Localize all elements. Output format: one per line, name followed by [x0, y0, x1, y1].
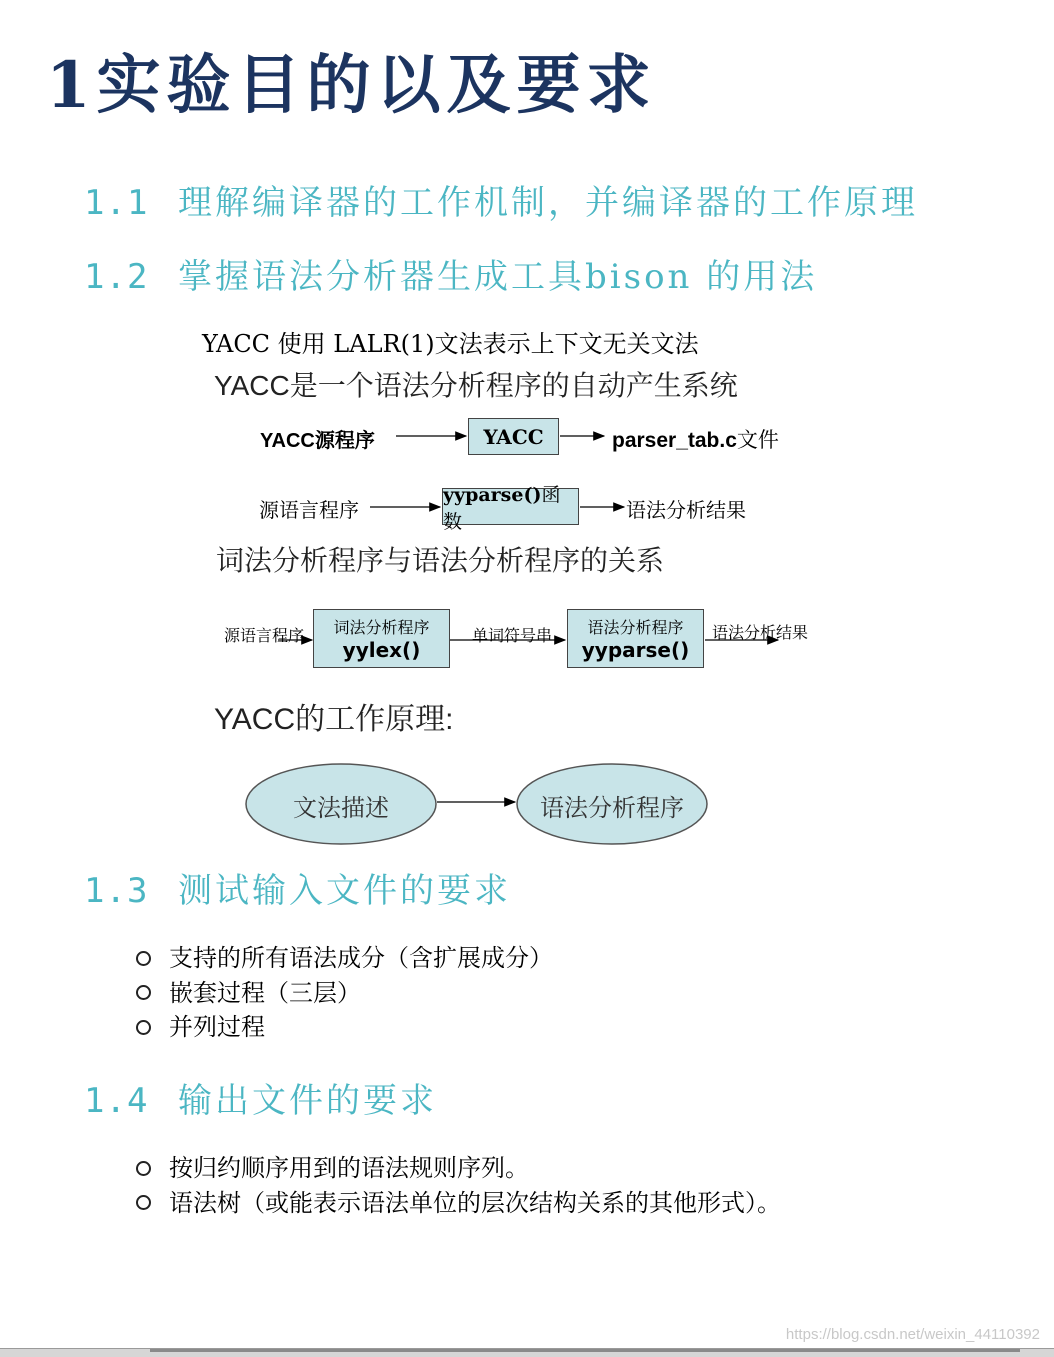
circle-bullet-icon — [136, 951, 151, 966]
label-yacc-source: YACC源程序 — [260, 430, 375, 452]
label-row3-source: 源语言程序 — [224, 628, 305, 645]
box-yyparse-suffix: 函数 — [443, 483, 561, 533]
label-parser-tab-name: parser_tab.c — [612, 429, 737, 452]
section-number: 1.4 — [84, 1081, 149, 1121]
bottom-scrollbar-thumb[interactable] — [150, 1349, 1020, 1352]
yacc-note: YACC 使用 LALR(1)文法表示上下文无关文法 — [202, 330, 699, 358]
section-heading-1-3 — [84, 869, 511, 913]
ellipse-parser-label: 语法分析程序 — [540, 795, 684, 822]
box-lexer-func: yylex() — [342, 638, 421, 662]
label-parse-result: 语法分析结果 — [626, 500, 746, 522]
box-lexer — [313, 609, 450, 668]
label-row3-result: 语法分析结果 — [712, 625, 809, 642]
section-text: 测试输入文件的要求 — [178, 871, 511, 911]
box-yacc-label: YACC — [483, 424, 544, 449]
circle-bullet-icon — [136, 1020, 151, 1035]
list-item: 支持的所有语法成分（含扩展成分） — [136, 941, 553, 976]
section-heading-1-4 — [84, 1079, 437, 1123]
section-number: 1.1 — [84, 183, 149, 223]
section-text: 理解编译器的工作机制，并编译器的工作原理 — [178, 183, 918, 223]
label-parser-tab-suffix: 文件 — [736, 429, 779, 452]
circle-bullet-icon — [136, 1195, 151, 1210]
box-parser-func: yyparse() — [581, 638, 690, 662]
label-parser-tab — [612, 424, 779, 454]
list-item: 语法树（或能表示语法单位的层次结构关系的其他形式）。 — [136, 1186, 781, 1221]
box-yacc — [468, 418, 559, 455]
box-parser-title: 语法分析程序 — [587, 618, 684, 637]
box-yyparse-function — [442, 483, 579, 533]
watermark: https://blog.csdn.net/weixin_44110392 — [785, 1326, 1040, 1343]
section-number: 1.2 — [84, 257, 149, 297]
section-number: 1.3 — [84, 871, 149, 911]
output-requirements-list — [136, 1151, 781, 1220]
figure-heading-yacc-system: YACC是一个语法分析程序的自动产生系统 — [214, 370, 738, 401]
box-yyparse-name: yyparse() — [443, 483, 542, 506]
list-item: 并列过程 — [136, 1010, 553, 1045]
list-item: 按归约顺序用到的语法规则序列。 — [136, 1151, 781, 1186]
circle-bullet-icon — [136, 985, 151, 1000]
input-requirements-list — [136, 941, 553, 1045]
section-text: 输出文件的要求 — [178, 1081, 437, 1121]
box-lexer-title: 词法分析程序 — [333, 618, 430, 637]
label-token-stream: 单词符号串 — [472, 628, 553, 645]
figure-heading-lexer-parser: 词法分析程序与语法分析程序的关系 — [216, 545, 665, 576]
ellipse-grammar-label: 文法描述 — [293, 795, 389, 822]
label-source-program: 源语言程序 — [259, 500, 359, 522]
section-text: 掌握语法分析器生成工具bison 的用法 — [178, 257, 818, 297]
box-parser — [567, 609, 704, 668]
figure-heading-yacc-principle: YACC的工作原理: — [214, 703, 454, 736]
page-title: 1实验目的以及要求 — [46, 48, 657, 123]
circle-bullet-icon — [136, 1161, 151, 1176]
list-item: 嵌套过程（三层） — [136, 976, 553, 1011]
